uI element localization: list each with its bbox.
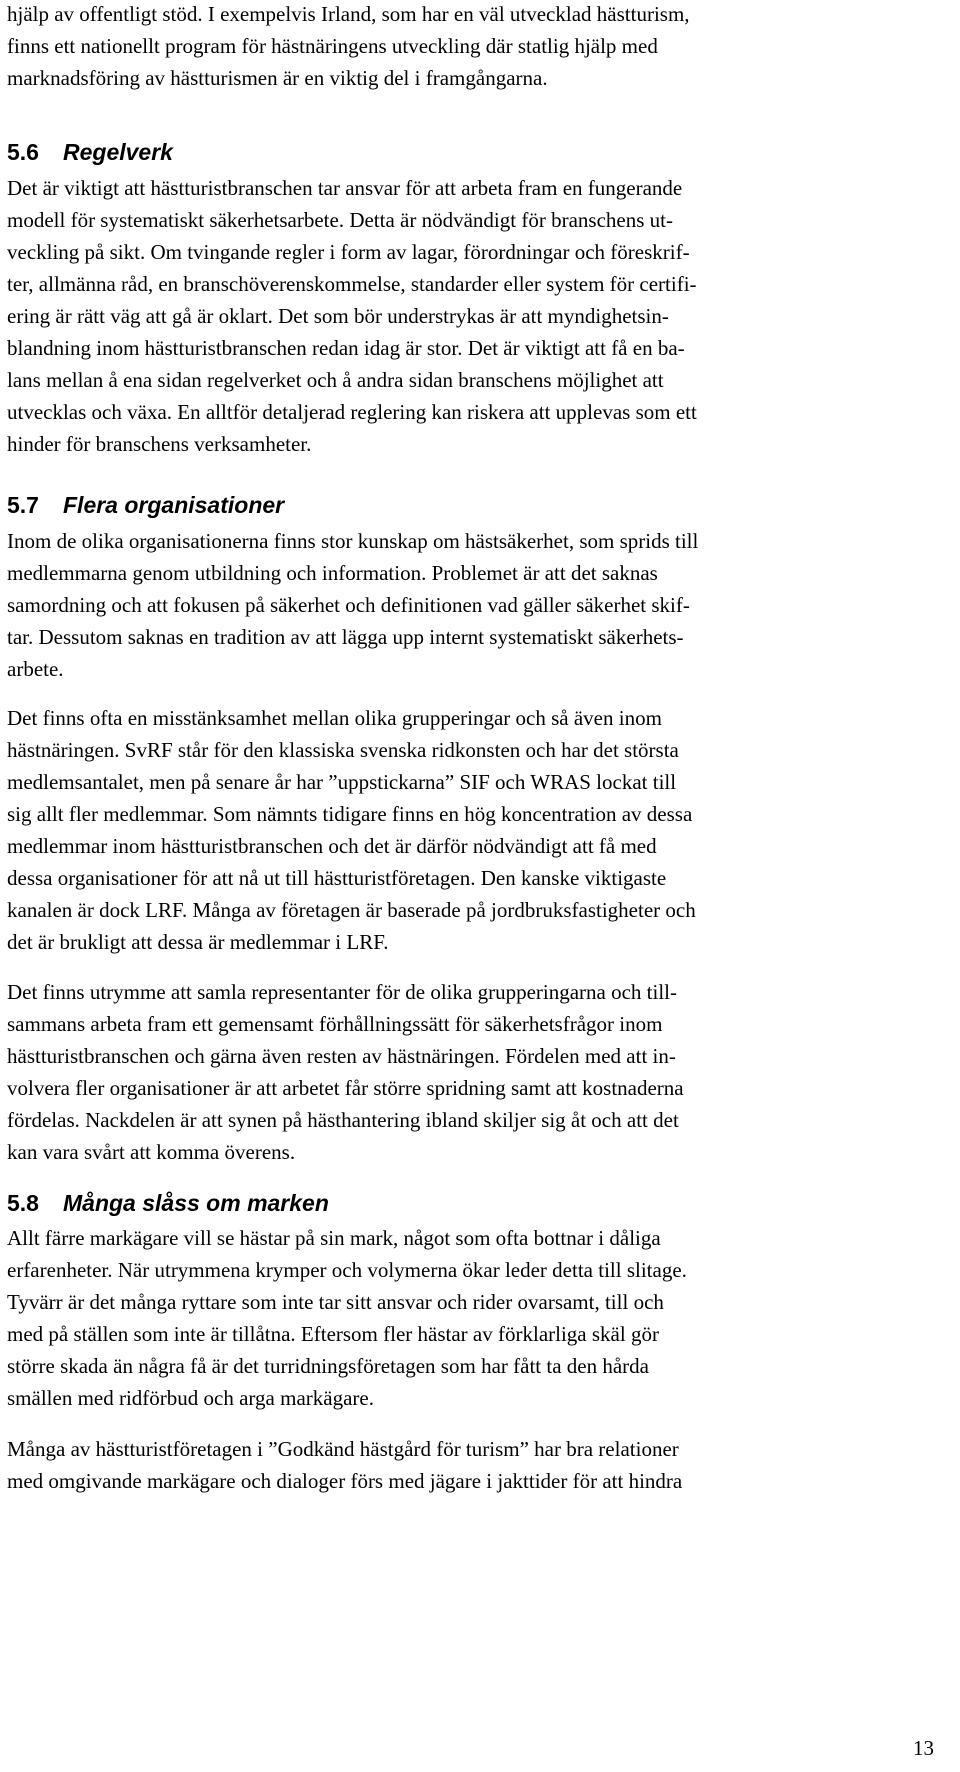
text-line: det är brukligt att dessa är medlemmar i LRF. — [7, 930, 389, 954]
text-line: veckling på sikt. Om tvingande regler i form av lagar, förordningar och föreskrif- — [7, 240, 690, 264]
section-title: Regelverk — [63, 139, 173, 165]
text-line: Det finns ofta en misstänksamhet mellan olika grupperingar och så även inom — [7, 706, 662, 730]
text-line: sammans arbeta fram ett gemensamt förhållningssätt för säkerhetsfrågor inom — [7, 1012, 663, 1036]
text-line: smällen med ridförbud och arga markägare. — [7, 1386, 374, 1410]
text-line: kanalen är dock LRF. Många av företagen är baserade på jordbruksfastigheter och — [7, 898, 696, 922]
text-line: marknadsföring av hästturismen är en viktig del i framgångarna. — [7, 66, 548, 90]
text-line: Det är viktigt att hästturistbranschen tar ansvar för att arbeta fram en fungerande — [7, 176, 683, 200]
section-title: Flera organisationer — [63, 492, 285, 518]
text-line: större skada än några få är det turridningsföretagen som har fått ta den hårda — [7, 1354, 649, 1378]
text-line: finns ett nationellt program för hästnäringens utveckling där statlig hjälp med — [7, 34, 658, 58]
section-title: Många slåss om marken — [63, 1190, 329, 1216]
text-line: med omgivande markägare och dialoger förs med jägare i jakttider för att hindra — [7, 1469, 683, 1493]
text-line: hästnäringen. SvRF står för den klassiska svenska ridkonsten och har det största — [7, 738, 679, 762]
section-number: 5.7 — [7, 492, 39, 518]
paragraph-regelverk — [7, 172, 937, 460]
text-line: medlemsantalet, men på senare år har ”uppstickarna” SIF och WRAS lockat till — [7, 770, 677, 794]
paragraph-marken-2 — [7, 1433, 937, 1497]
text-line: dessa organisationer för att nå ut till hästturistföretagen. Den kanske viktigaste — [7, 866, 667, 890]
paragraph-organisationer-2 — [7, 702, 937, 958]
text-line: Inom de olika organisationerna finns stor kunskap om hästsäkerhet, som sprids till — [7, 529, 699, 553]
section-heading-5-8 — [7, 1188, 329, 1218]
text-line: tar. Dessutom saknas en tradition av att lägga upp internt systematiskt säkerhets- — [7, 625, 684, 649]
text-line: Tyvärr är det många ryttare som inte tar sitt ansvar och rider ovarsamt, till och — [7, 1290, 664, 1314]
paragraph-marken-1 — [7, 1222, 937, 1414]
text-line: modell för systematiskt säkerhetsarbete. Detta är nödvändigt för branschens ut- — [7, 208, 673, 232]
text-line: med på ställen som inte är tillåtna. Eftersom fler hästar av förklarliga skäl gör — [7, 1322, 659, 1346]
paragraph-organisationer-1 — [7, 525, 937, 685]
paragraph-organisationer-3 — [7, 976, 937, 1168]
text-line: volvera fler organisationer är att arbetet får större spridning samt att kostnaderna — [7, 1076, 684, 1100]
section-heading-5-7 — [7, 490, 284, 520]
text-line: sig allt fler medlemmar. Som nämnts tidigare finns en hög koncentration av dessa — [7, 802, 693, 826]
text-line: ering är rätt väg att gå är oklart. Det som bör understrykas är att myndighetsin- — [7, 304, 669, 328]
text-line: utvecklas och växa. En alltför detaljerad reglering kan riskera att upplevas som ett — [7, 400, 697, 424]
text-line: fördelas. Nackdelen är att synen på hästhantering ibland skiljer sig åt och att det — [7, 1108, 679, 1132]
text-line: lans mellan å ena sidan regelverket och å andra sidan branschens möjlighet att — [7, 368, 664, 392]
section-number: 5.8 — [7, 1190, 39, 1216]
text-line: ter, allmänna råd, en branschöverenskommelse, standarder eller system för certifi- — [7, 272, 697, 296]
text-line: hinder för branschens verksamheter. — [7, 432, 312, 456]
text-line: Många av hästturistföretagen i ”Godkänd hästgård för turism” har bra relationer — [7, 1437, 679, 1461]
text-line: erfarenheter. När utrymmena krymper och volymerna ökar leder detta till slitage. — [7, 1258, 687, 1282]
text-line: medlemmar inom hästturistbranschen och det är därför nödvändigt att få med — [7, 834, 657, 858]
section-heading-5-6 — [7, 137, 173, 167]
paragraph-intro — [7, 0, 937, 94]
text-line: blandning inom hästturistbranschen redan idag är stor. Det är viktigt att få en ba- — [7, 336, 685, 360]
text-line: kan vara svårt att komma överens. — [7, 1140, 296, 1164]
page-number: 13 — [913, 1736, 934, 1760]
text-line: Det finns utrymme att samla representanter för de olika grupperingarna och till- — [7, 980, 678, 1004]
section-number: 5.6 — [7, 139, 39, 165]
text-line: hästturistbranschen och gärna även resten av hästnäringen. Fördelen med att in- — [7, 1044, 676, 1068]
text-line: medlemmarna genom utbildning och information. Problemet är att det saknas — [7, 561, 658, 585]
text-line: Allt färre markägare vill se hästar på sin mark, något som ofta bottnar i dåliga — [7, 1226, 661, 1250]
text-line: arbete. — [7, 657, 64, 681]
text-line: samordning och att fokusen på säkerhet och definitionen vad gäller säkerhet skif- — [7, 593, 690, 617]
text-line: hjälp av offentligt stöd. I exempelvis Irland, som har en väl utvecklad hästturism, — [7, 2, 690, 26]
